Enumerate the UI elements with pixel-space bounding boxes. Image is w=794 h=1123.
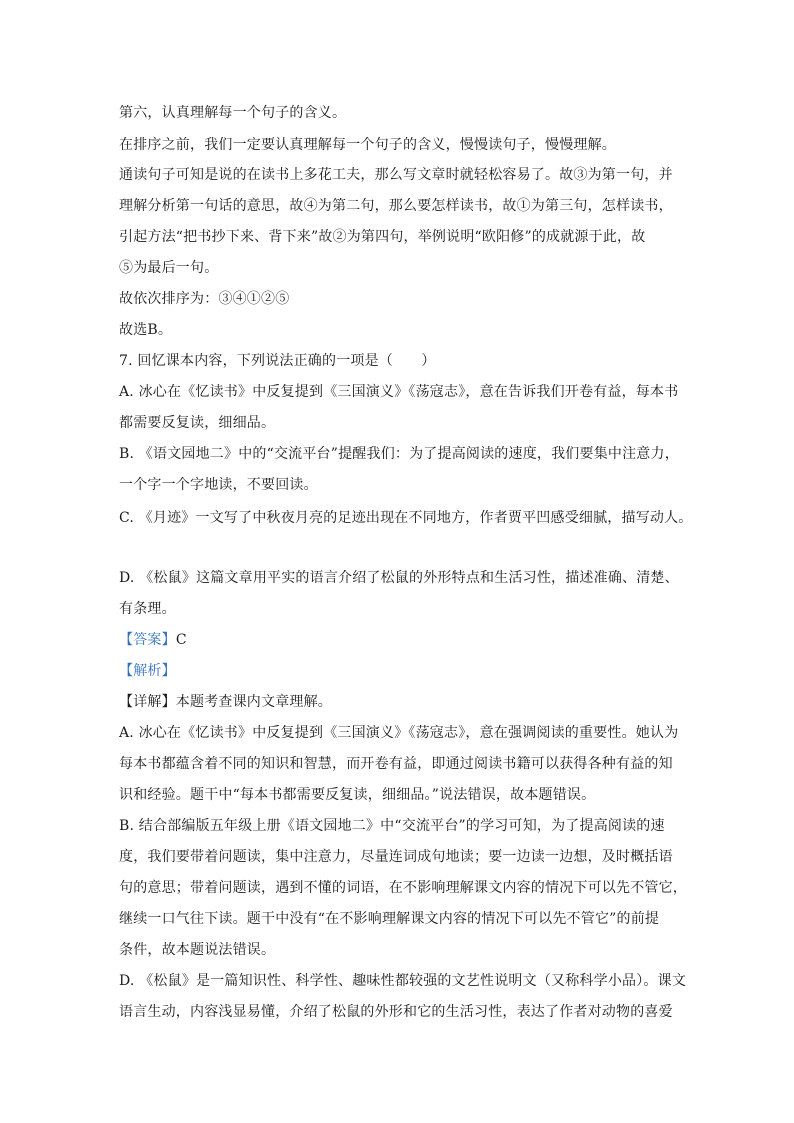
option-a: A. 冰心在《忆读书》中反复提到《三国演义》《荡寇志》，意在告诉我们开卷有益，每本书 [119, 384, 679, 400]
option-d-cont: 有条理。 [119, 601, 176, 617]
paragraph-line: 故选B。 [119, 322, 173, 338]
paragraph-line: 第六，认真理解每一个句子的含义。 [119, 105, 347, 121]
answer-tag: 【答案】 [119, 632, 176, 648]
answer-line [119, 630, 689, 650]
explain-d-cont: 语言生动，内容浅显易懂，介绍了松鼠的外形和它的生活习性，表达了作者对动物的喜爱 [119, 1004, 673, 1020]
explain-a: A. 冰心在《忆读书》中反复提到《三国演义》《荡寇志》，意在强调阅读的重要性。她认为 [119, 725, 679, 741]
paragraph-line: 通读句子可知是说的在读书上多花工夫，那么写文章时就轻松容易了。故③为第一句，并 [119, 167, 673, 183]
analysis-line [119, 661, 689, 681]
option-b: B. 《语文园地二》中的“交流平台”提醒我们：为了提高阅读的速度，我们要集中注意力， [119, 446, 679, 462]
question-stem: 7. 回忆课本内容，下列说法正确的一项是（ ） [119, 353, 436, 369]
answer-value: C [175, 632, 187, 648]
paragraph-line: 引起方法“把书抄下来、背下来”故②为第四句，举例说明“欧阳修”的成就源于此，故 [119, 229, 646, 245]
paragraph-line: 在排序之前，我们一定要认真理解每一个句子的含义，慢慢读句子，慢慢理解。 [119, 137, 616, 153]
option-d: D. 《松鼠》这篇文章用平实的语言介绍了松鼠的外形特点和生活习性，描述准确、清楚、 [119, 570, 679, 586]
option-a-cont: 都需要反复读，细细品。 [119, 415, 276, 431]
analysis-tag: 【解析】 [119, 663, 176, 679]
explain-b: B. 结合部编版五年级上册《语文园地二》中“交流平台”的学习可知，为了提高阅读的速 [119, 818, 665, 834]
explain-b-cont: 句的意思；带着问题读，遇到不懂的词语，在不影响理解课文内容的情况下可以先不管它， [119, 880, 687, 896]
paragraph-line: 故依次排序为：③④①②⑤ [119, 291, 290, 307]
explain-b-cont: 继续一口气往下读。题干中没有“在不影响理解课文内容的情况下可以先不管它”的前提 [119, 911, 660, 927]
explain-a-cont: 识和经验。题干中“每本书都需要反复读，细细品。”说法错误，故本题错误。 [119, 787, 596, 803]
paragraph-line: 理解分析第一句话的意思，故④为第二句，那么要怎样读书，故①为第三句，怎样读书， [119, 198, 673, 214]
option-b-cont: 一个字一个字地读，不要回读。 [119, 477, 318, 493]
explain-a-cont: 每本书都蕴含着不同的知识和智慧，而开卷有益，即通过阅读书籍可以获得各种有益的知 [119, 756, 673, 772]
explain-d: D. 《松鼠》是一篇知识性、科学性、趣味性都较强的文艺性说明文（又称科学小品）。课文 [119, 973, 687, 989]
option-c: C. 《月迹》一文写了中秋夜月亮的足迹出现在不同地方，作者贾平凹感受细腻，描写动人。 [119, 510, 693, 526]
paragraph-line: ⑤为最后一句。 [119, 260, 219, 276]
detail-heading: 【详解】本题考查课内文章理解。 [119, 694, 332, 710]
explain-b-cont: 条件，故本题说法错误。 [119, 942, 276, 958]
explain-b-cont: 度，我们要带着问题读，集中注意力，尽量连词成句地读；要一边读一边想，及时概括语 [119, 849, 673, 865]
